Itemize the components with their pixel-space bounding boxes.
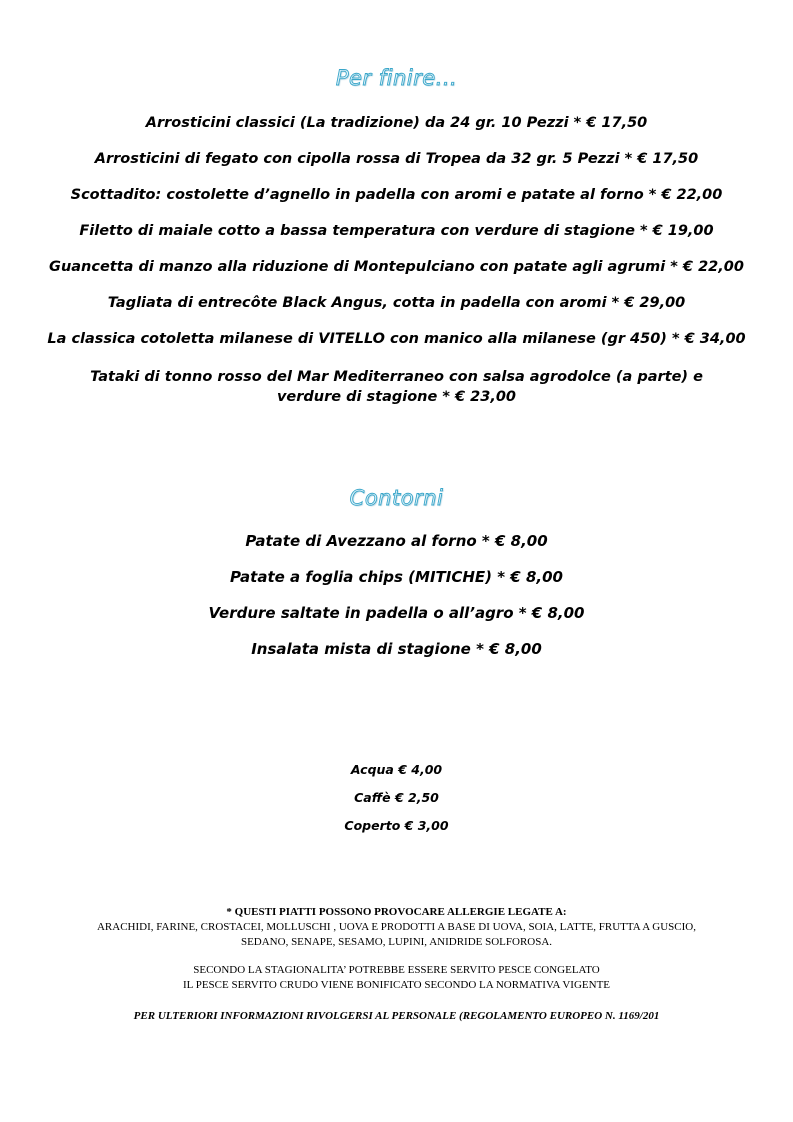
footer-note	[0, 1009, 793, 1024]
menu-item-arrosticini-fegato: Arrosticini di fegato con cipolla rossa di Tropea da 32 gr. 5 Pezzi * € 17,50	[94, 151, 699, 167]
menu-item-verdure-saltate: Verdure saltate in padella o all’agro * € 8,00	[208, 604, 585, 622]
extra-coperto: Coperto € 3,00	[344, 818, 449, 833]
allergy-notes	[0, 905, 793, 950]
menu-item-patate-avezzano: Patate di Avezzano al forno * € 8,00	[245, 532, 548, 550]
menu-item-insalata-mista: Insalata mista di stagione * € 8,00	[251, 640, 542, 658]
allergy-title: * QUESTI PIATTI POSSONO PROVOCARE ALLERGIE LEGATE A:	[226, 906, 567, 918]
section-title-per-finire: Per finire...	[335, 66, 458, 90]
menu-item-cotoletta-milanese: La classica cotoletta milanese di VITELLO con manico alla milanese (gr 450) * € 34,00	[47, 331, 746, 347]
menu-item-filetto-maiale: Filetto di maiale cotto a bassa temperatura con verdure di stagione * € 19,00	[79, 223, 714, 239]
menu-item-tataki-tonno: Tataki di tonno rosso del Mar Mediterraneo con salsa agrodolce (a parte) e verdure di stagione * € 23,00	[90, 369, 703, 405]
allergy-list-line2: SEDANO, SENAPE, SESAMO, LUPINI, ANIDRIDE SOLFOROSA.	[240, 936, 553, 948]
fish-notes	[0, 963, 793, 993]
menu-item-patate-chips: Patate a foglia chips (MITICHE) * € 8,00	[230, 568, 563, 586]
fish-note-line1: SECONDO LA STAGIONALITA’ POTREBBE ESSERE SERVITO PESCE CONGELATO	[193, 964, 600, 976]
menu-item-guancetta-manzo: Guancetta di manzo alla riduzione di Montepulciano con patate agli agrumi * € 22,00	[49, 259, 744, 275]
extra-caffe: Caffè € 2,50	[354, 790, 439, 805]
menu-item-arrosticini-classici: Arrosticini classici (La tradizione) da 24 gr. 10 Pezzi * € 17,50	[145, 115, 648, 131]
section-title-contorni: Contorni	[349, 486, 444, 510]
allergy-list-line1: ARACHIDI, FARINE, CROSTACEI, MOLLUSCHI , UOVA E PRODOTTI A BASE DI UOVA, SOIA, LATTE, FRUTTA A GUSCIO,	[96, 921, 696, 933]
extra-acqua: Acqua € 4,00	[350, 762, 443, 777]
menu-item-tagliata-entrecote: Tagliata di entrecôte Black Angus, cotta in padella con aromi * € 29,00	[107, 295, 686, 311]
fish-note-line2: IL PESCE SERVITO CRUDO VIENE BONIFICATO SECONDO LA NORMATIVA VIGENTE	[182, 979, 611, 991]
footer-info: PER ULTERIORI INFORMAZIONI RIVOLGERSI AL PERSONALE (REGOLAMENTO EUROPEO N. 1169/201	[133, 1010, 660, 1022]
menu-item-scottadito: Scottadito: costolette d’agnello in padella con aromi e patate al forno * € 22,00	[70, 187, 723, 203]
